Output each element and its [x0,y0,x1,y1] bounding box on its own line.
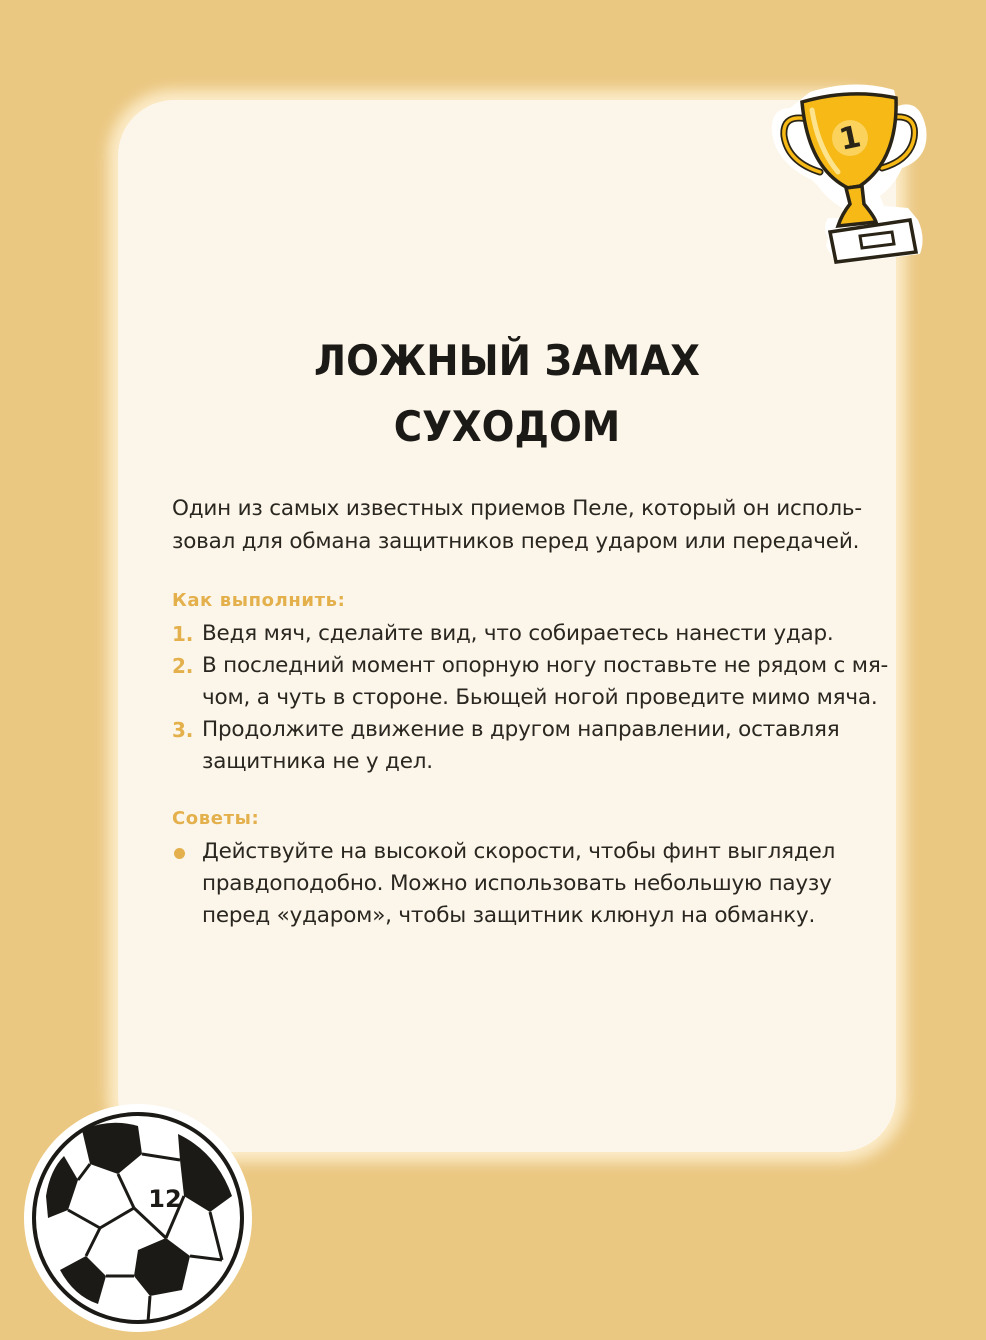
step-text-line: чом, а чуть в стороне. Бьющей ногой проведите мимо мяча. [202,685,878,710]
title-line-1: ЛОЖНЫЙ ЗАМАХ [314,336,700,385]
intro-line-1: Один из самых известных приемов Пеле, который он исполь- [172,496,862,521]
step-item [172,714,872,778]
trophy-label: 1 [836,119,864,158]
step-number: 3. [172,718,194,742]
page-number: 12 [148,1185,182,1213]
intro-line-2: зовал для обмана защитников перед ударом или передачей. [172,529,860,554]
bullet-icon [174,848,185,859]
step-item [172,618,872,650]
how-to-heading: Как выполнить: [172,590,346,611]
tip-item [172,836,872,932]
intro-paragraph [172,492,862,558]
page-title [149,328,865,460]
step-text-line: Ведя мяч, сделайте вид, что собираетесь нанести удар. [202,621,834,646]
step-text-line: В последний момент опорную ногу поставьте не рядом с мя- [202,653,889,678]
steps-list [172,618,889,778]
tips-heading: Советы: [172,808,260,829]
tip-text-line: правдоподобно. Можно использовать небольшую паузу [202,871,832,896]
trophy-icon [760,68,930,278]
soccer-ball-icon [20,1100,260,1340]
title-line-2: СУХОДОМ [393,402,621,451]
step-number: 1. [172,622,194,646]
step-number: 2. [172,654,194,678]
step-item [172,650,889,714]
tip-text-line: перед «ударом», чтобы защитник клюнул на обманку. [202,903,816,928]
tip-text-line: Действуйте на высокой скорости, чтобы финт выглядел [202,839,836,864]
tips-list [172,836,872,932]
step-text-line: защитника не у дел. [202,749,433,774]
step-text-line: Продолжите движение в другом направлении, оставляя [202,717,840,742]
